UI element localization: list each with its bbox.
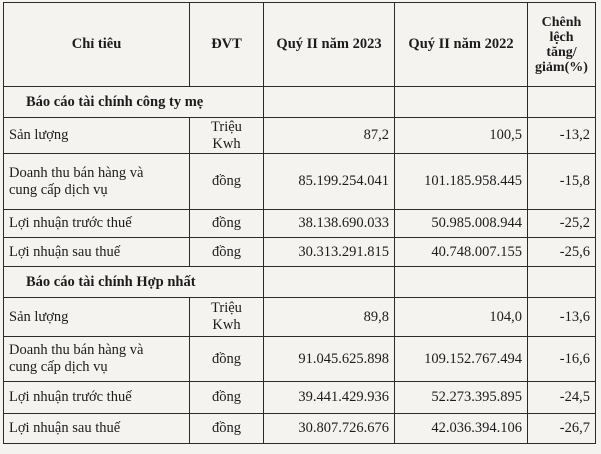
row-q2-2023: 30.807.726.676 bbox=[264, 414, 395, 444]
row-q2-2023: 91.045.625.898 bbox=[264, 337, 395, 382]
row-unit: đồng bbox=[190, 337, 264, 382]
empty-cell bbox=[264, 87, 395, 118]
label-line2: cung cấp dịch vụ bbox=[9, 359, 108, 375]
row-change: -26,7 bbox=[528, 414, 596, 444]
row-label bbox=[4, 337, 190, 382]
row-q2-2022: 100,5 bbox=[395, 118, 528, 154]
row-change: -13,2 bbox=[528, 118, 596, 154]
header-q2-2022: Quý II năm 2022 bbox=[395, 3, 528, 87]
row-label: Lợi nhuận trước thuế bbox=[4, 382, 190, 414]
row-label: Sản lượng bbox=[4, 298, 190, 337]
row-change: -25,2 bbox=[528, 210, 596, 238]
header-change-line2: lệch bbox=[549, 29, 574, 45]
unit-line2: Kwh bbox=[212, 135, 241, 152]
label-line1: Doanh thu bán hàng và bbox=[9, 164, 144, 181]
table-row bbox=[4, 298, 596, 337]
row-q2-2022: 109.152.767.494 bbox=[395, 337, 528, 382]
header-change-line4: giảm(%) bbox=[535, 59, 588, 75]
row-label: Sản lượng bbox=[4, 118, 190, 154]
header-change-percent bbox=[528, 3, 596, 87]
row-q2-2022: 50.985.008.944 bbox=[395, 210, 528, 238]
section-title-consolidated: Báo cáo tài chính Hợp nhất bbox=[4, 267, 264, 298]
row-unit: đồng bbox=[190, 210, 264, 238]
row-change: -24,5 bbox=[528, 382, 596, 414]
row-label: Lợi nhuận trước thuế bbox=[4, 210, 190, 238]
section-row-consolidated bbox=[4, 267, 596, 298]
row-label bbox=[4, 154, 190, 210]
unit-line1: Triệu bbox=[211, 118, 242, 135]
header-row bbox=[4, 3, 596, 87]
row-q2-2023: 87,2 bbox=[264, 118, 395, 154]
header-change-line3: tăng/ bbox=[546, 44, 577, 60]
table-row bbox=[4, 414, 596, 444]
row-q2-2023: 30.313.291.815 bbox=[264, 238, 395, 267]
label-line1: Doanh thu bán hàng và bbox=[9, 342, 144, 358]
row-change: -25,6 bbox=[528, 238, 596, 267]
row-unit: đồng bbox=[190, 238, 264, 267]
row-q2-2023: 85.199.254.041 bbox=[264, 154, 395, 210]
row-unit: đồng bbox=[190, 154, 264, 210]
table-row bbox=[4, 118, 596, 154]
section-row-parent bbox=[4, 87, 596, 118]
section-title-parent: Báo cáo tài chính công ty mẹ bbox=[4, 87, 264, 118]
table-row bbox=[4, 210, 596, 238]
empty-cell bbox=[395, 87, 528, 118]
table-row bbox=[4, 337, 596, 382]
row-unit: đồng bbox=[190, 414, 264, 444]
row-unit: đồng bbox=[190, 382, 264, 414]
row-label: Lợi nhuận sau thuế bbox=[4, 238, 190, 267]
row-q2-2023: 38.138.690.033 bbox=[264, 210, 395, 238]
header-chi-tieu: Chỉ tiêu bbox=[4, 3, 190, 87]
row-unit bbox=[190, 118, 264, 154]
table-row bbox=[4, 154, 596, 210]
header-q2-2023: Quý II năm 2023 bbox=[264, 3, 395, 87]
table-row bbox=[4, 382, 596, 414]
table-row bbox=[4, 238, 596, 267]
label-line2: cung cấp dịch vụ bbox=[9, 181, 108, 198]
row-q2-2022: 104,0 bbox=[395, 298, 528, 337]
unit-line1: Triệu bbox=[211, 300, 242, 316]
empty-cell bbox=[528, 267, 596, 298]
header-dvt: ĐVT bbox=[190, 3, 264, 87]
empty-cell bbox=[528, 87, 596, 118]
unit-line2: Kwh bbox=[212, 317, 241, 333]
row-q2-2023: 89,8 bbox=[264, 298, 395, 337]
row-q2-2022: 42.036.394.106 bbox=[395, 414, 528, 444]
row-label: Lợi nhuận sau thuế bbox=[4, 414, 190, 444]
financial-table bbox=[3, 2, 596, 444]
header-change-line1: Chênh bbox=[541, 14, 582, 30]
row-q2-2022: 40.748.007.155 bbox=[395, 238, 528, 267]
row-q2-2022: 101.185.958.445 bbox=[395, 154, 528, 210]
row-change: -15,8 bbox=[528, 154, 596, 210]
row-unit bbox=[190, 298, 264, 337]
row-change: -16,6 bbox=[528, 337, 596, 382]
row-q2-2023: 39.441.429.936 bbox=[264, 382, 395, 414]
empty-cell bbox=[264, 267, 395, 298]
row-change: -13,6 bbox=[528, 298, 596, 337]
empty-cell bbox=[395, 267, 528, 298]
row-q2-2022: 52.273.395.895 bbox=[395, 382, 528, 414]
